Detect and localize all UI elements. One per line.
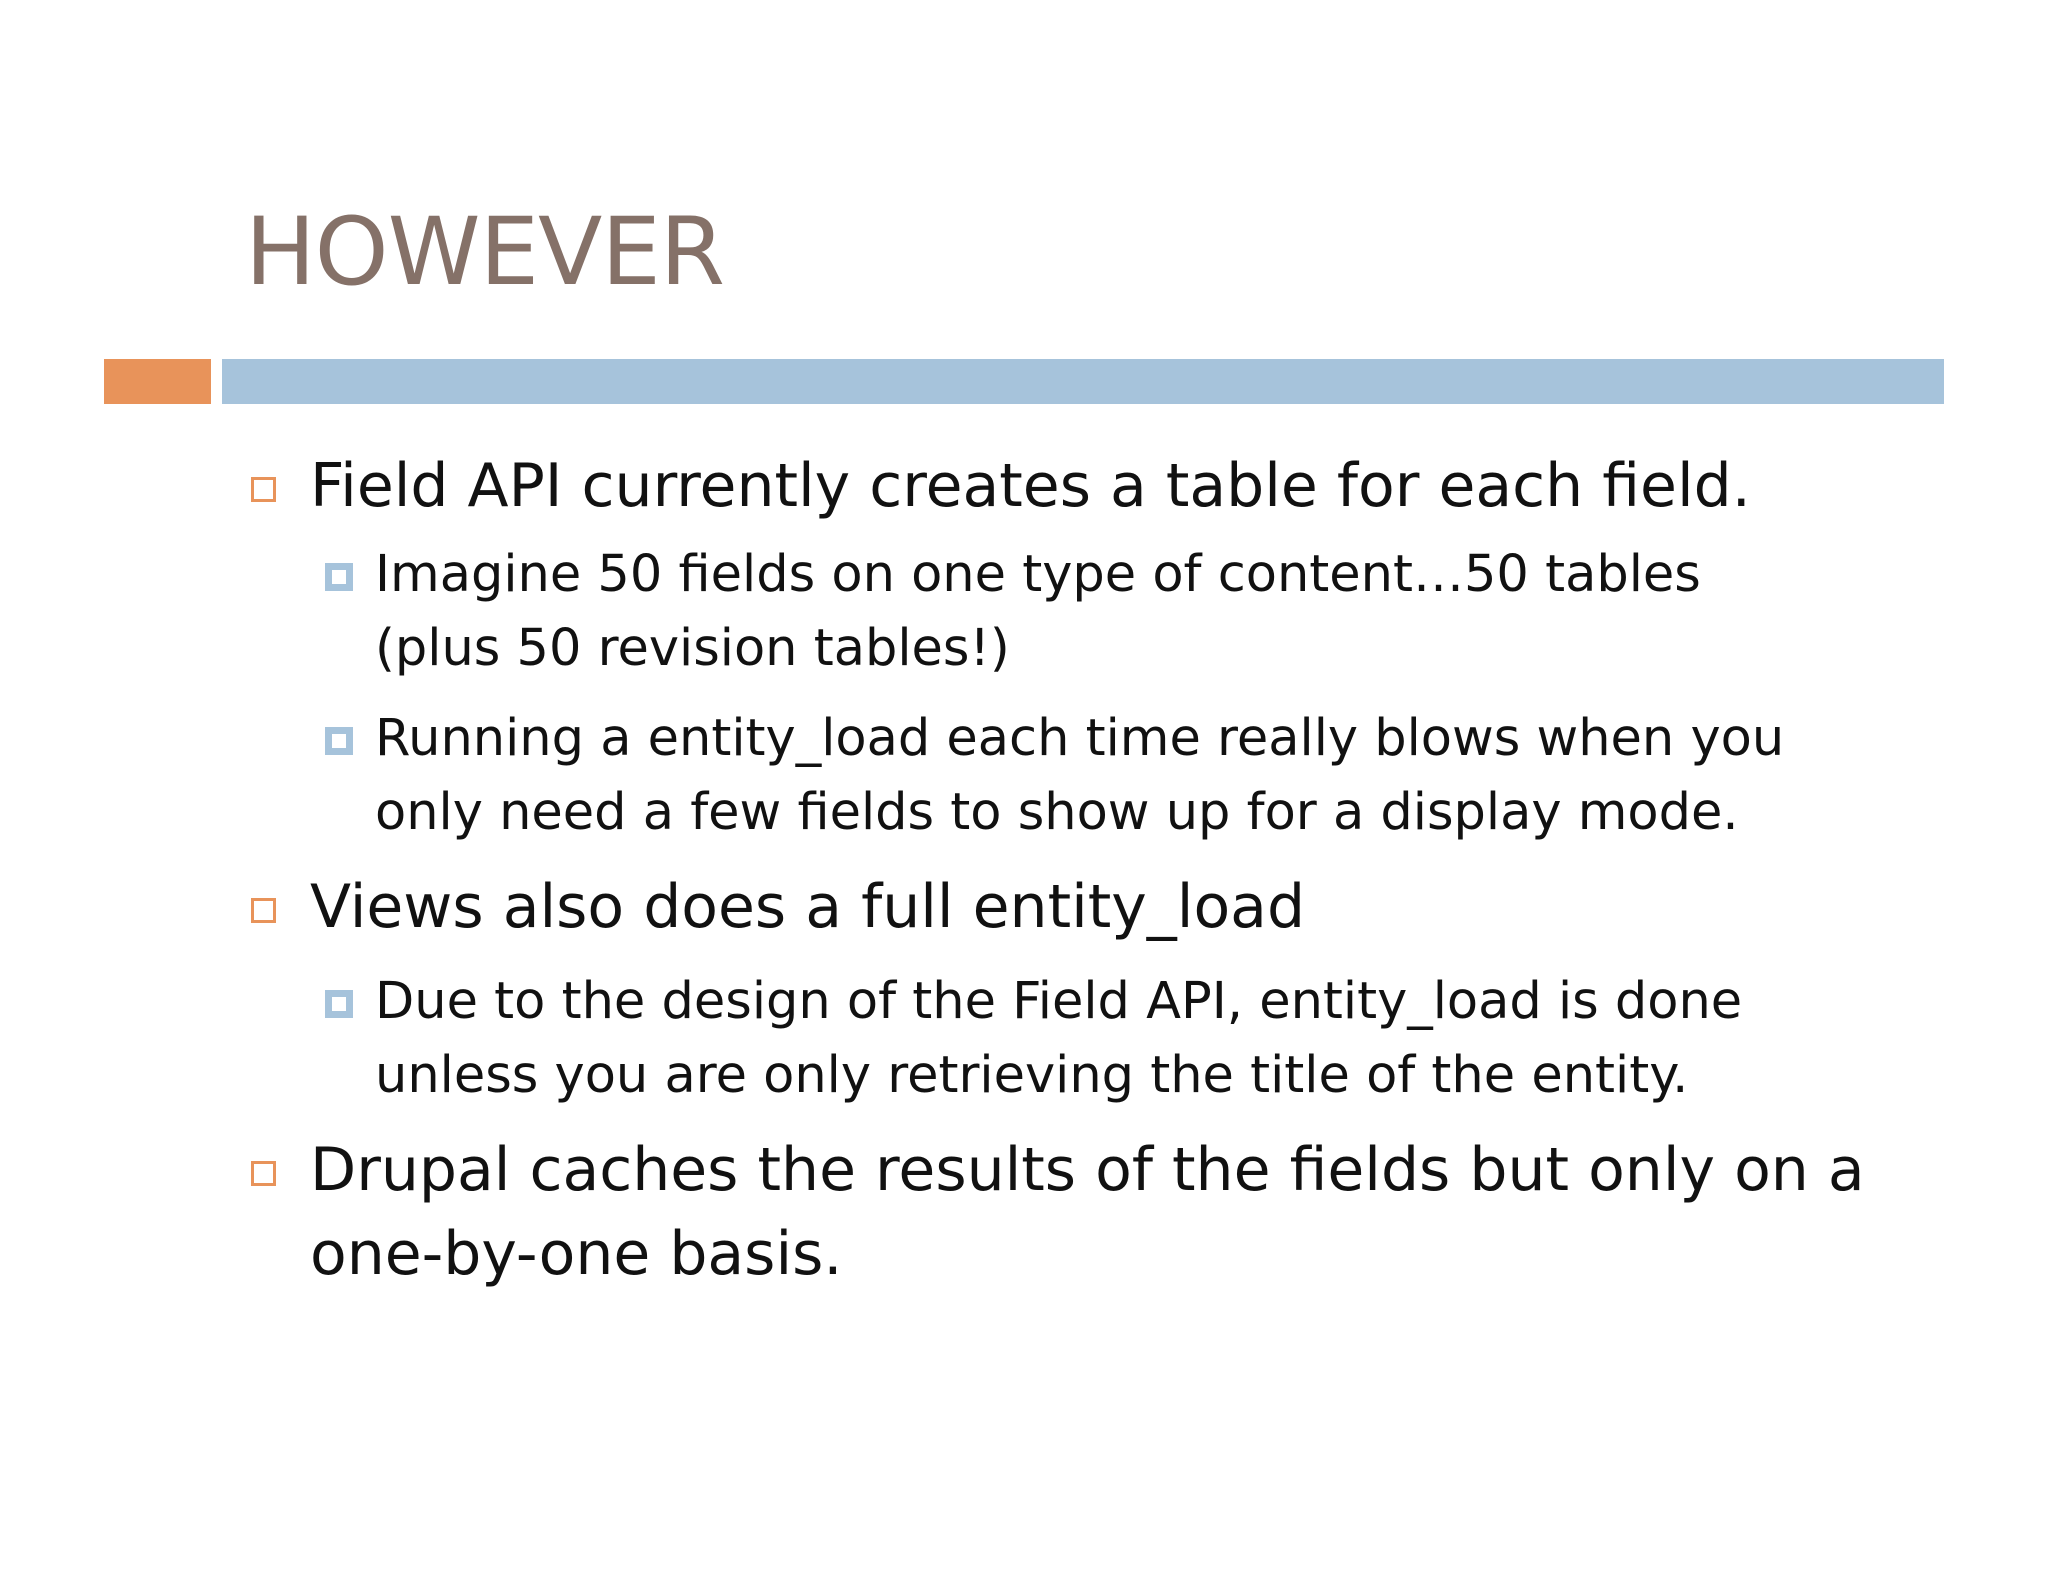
list-item-text: Imagine 50 fields on one type of content…50 tables: [375, 545, 1701, 604]
filled-square-bullet-icon: [325, 727, 353, 755]
list-item-text: Due to the design of the Field API, entity_load is done: [375, 972, 1743, 1031]
list-item-text: Field API currently creates a table for each field.: [310, 451, 1751, 521]
hollow-square-bullet-icon: [251, 477, 276, 502]
list-item: [310, 444, 1751, 528]
list-item: [375, 702, 1784, 850]
list-item: [375, 965, 1742, 1113]
list-item: [375, 538, 1701, 686]
filled-square-bullet-icon: [325, 563, 353, 591]
title-accent-bar-orange: [104, 359, 211, 404]
list-item-text: only need a few fields to show up for a display mode.: [375, 783, 1739, 842]
list-item-text: Running a entity_load each time really blows when you: [375, 709, 1785, 768]
hollow-square-bullet-icon: [251, 898, 276, 923]
list-item: [310, 865, 1305, 949]
filled-square-bullet-icon: [325, 990, 353, 1018]
slide-title: HOWEVER: [245, 198, 725, 307]
list-item-text: Drupal caches the results of the fields but only on a: [310, 1135, 1865, 1205]
list-item-text: Views also does a full entity_load: [310, 872, 1306, 942]
list-item-text: (plus 50 revision tables!): [375, 619, 1010, 678]
list-item: [310, 1128, 1865, 1296]
hollow-square-bullet-icon: [251, 1161, 276, 1186]
title-accent-bar-blue: [222, 359, 1944, 404]
list-item-text: unless you are only retrieving the title of the entity.: [375, 1046, 1689, 1105]
list-item-text: one-by-one basis.: [310, 1219, 843, 1289]
